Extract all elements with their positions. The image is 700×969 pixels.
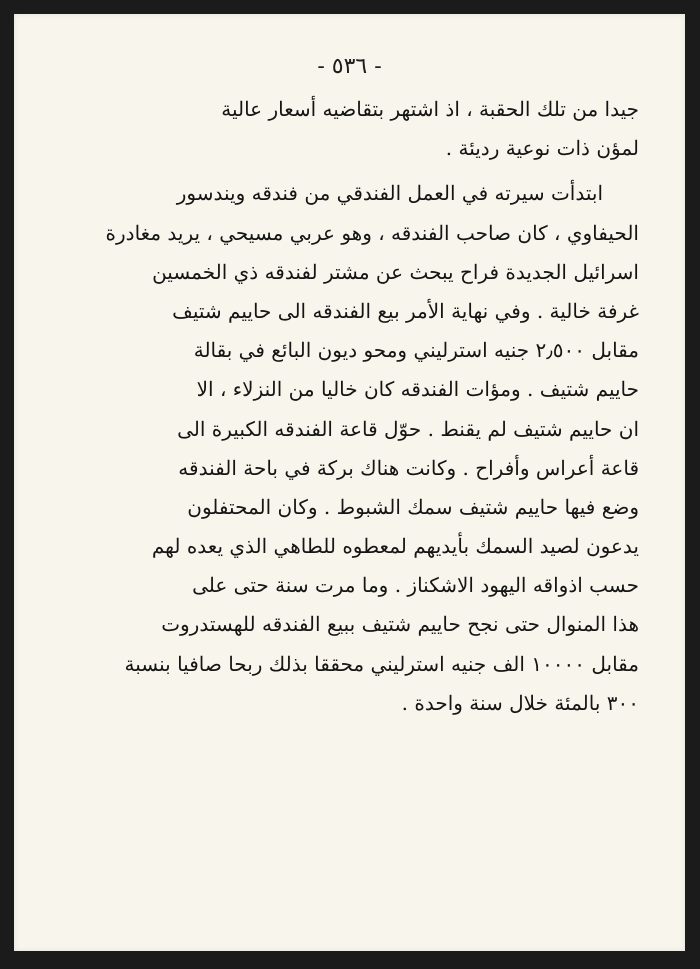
text-line: اسرائيل الجديدة فراح يبحث عن مشتر لفندقه ذي الخمسين bbox=[152, 259, 639, 284]
text-line: ابتدأت سيرته في العمل الفندقي من فندقه ويندسور bbox=[176, 181, 603, 206]
text-line: ٣٠٠ بالمئة خلال سنة واحدة . bbox=[401, 690, 639, 715]
text-line: الحيفاوي ، كان صاحب الفندقه ، وهو عربي مسيحي ، يريد مغادرة bbox=[105, 220, 639, 245]
text-line: لمؤن ذات نوعية رديئة . bbox=[445, 136, 639, 161]
text-line: هذا المنوال حتى نجح حاييم شتيف ببيع الفندقه للهستدروت bbox=[161, 612, 639, 637]
text-line: حسب اذواقه اليهود الاشكناز . وما مرت سنة حتى على bbox=[192, 573, 639, 598]
text-line: يدعون لصيد السمك بأيديهم لمعطوه للطاهي الذي يعده لهم bbox=[151, 534, 639, 559]
text-line: وضع فيها حاييم شتيف سمك الشبوط . وكان المحتفلون bbox=[187, 494, 639, 519]
text-line: غرفة خالية . وفي نهاية الأمر بيع الفندقه الى حاييم شتيف bbox=[172, 298, 639, 323]
page-number: - ٥٣٦ - bbox=[317, 54, 382, 79]
text-line: قاعة أعراس وأفراح . وكانت هناك بركة في باحة الفندقه bbox=[178, 455, 639, 480]
text-line: مقابل ١٠٠٠٠ الف جنيه استرليني محققا بذلك ربحا صافيا بنسبة bbox=[124, 651, 639, 676]
text-line: جيدا من تلك الحقبة ، اذ اشتهر بتقاضيه أسعار عالية bbox=[221, 97, 639, 121]
text-line: حاييم شتيف . ومؤات الفندقه كان خاليا من النزلاء ، الا bbox=[196, 377, 639, 402]
text-line: ان حاييم شتيف لم يقنط . حوّل قاعة الفندقه الكبيرة الى bbox=[177, 416, 639, 441]
handwritten-body bbox=[72, 90, 639, 723]
manuscript-page bbox=[14, 14, 685, 951]
text-line: مقابل ٢٫٥٠٠ جنيه استرليني ومحو ديون البائع في بقالة bbox=[193, 338, 639, 363]
